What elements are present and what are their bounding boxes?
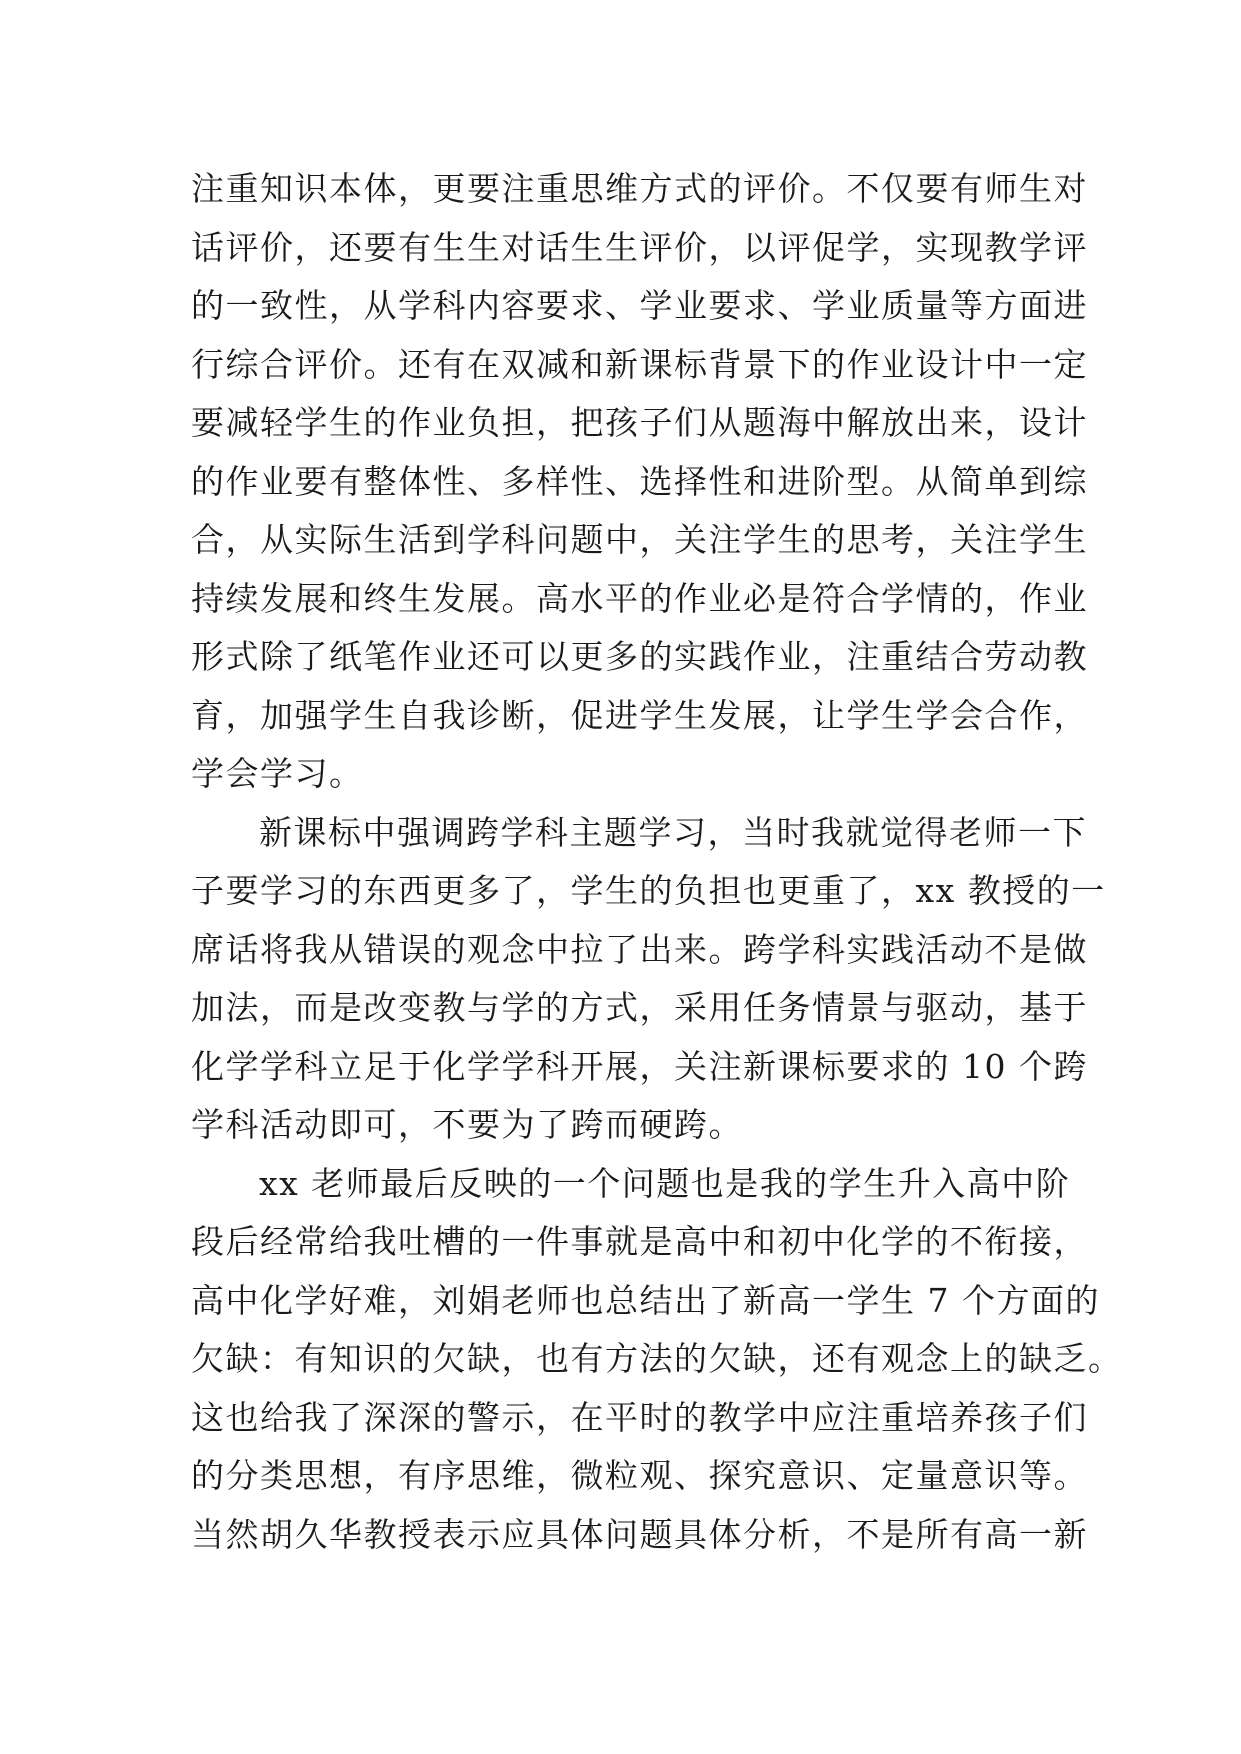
- text-line: 加法，而是改变教与学的方式，采用任务情景与驱动，基于: [191, 988, 1088, 1027]
- text-line: 话评价，还要有生生对话生生评价，以评促学，实现教学评: [191, 227, 1088, 267]
- text-line: 席话将我从错误的观念中拉了出来。跨学科实践活动不是做: [191, 929, 1088, 969]
- text-line: 段后经常给我吐槽的一件事就是高中和初中化学的不衔接，: [191, 1222, 1088, 1261]
- text-line: 化学学科立足于化学学科开展，关注新课标要求的 10 个跨: [191, 1046, 1088, 1086]
- text-line: 的一致性，从学科内容要求、学业要求、学业质量等方面进: [191, 286, 1088, 325]
- text-line: 合，从实际生活到学科问题中，关注学生的思考，关注学生: [191, 520, 1088, 559]
- text-line: 持续发展和终生发展。高水平的作业必是符合学情的，作业: [191, 578, 1088, 618]
- text-line: 学会学习。: [191, 754, 364, 793]
- text-line: 子要学习的东西更多了，学生的负担也更重了，xx 教授的一: [191, 871, 1106, 910]
- text-line: 行综合评价。还有在双减和新课标背景下的作业设计中一定: [191, 344, 1088, 384]
- paragraph-start-line: xx 老师最后反映的一个问题也是我的学生升入高中阶: [259, 1163, 1071, 1203]
- document-body: [191, 160, 1123, 1564]
- text-line: 的作业要有整体性、多样性、选择性和进阶型。从简单到综: [191, 461, 1088, 501]
- text-line: 高中化学好难，刘娟老师也总结出了新高一学生 7 个方面的: [191, 1280, 1100, 1320]
- text-line: 注重知识本体，更要注重思维方式的评价。不仅要有师生对: [191, 169, 1088, 208]
- text-line: 当然胡久华教授表示应具体问题具体分析，不是所有高一新: [191, 1514, 1088, 1554]
- text-line: 欠缺：有知识的欠缺，也有方法的欠缺，还有观念上的缺乏。: [191, 1339, 1123, 1378]
- text-line: 育，加强学生自我诊断，促进学生发展，让学生学会合作，: [191, 695, 1088, 735]
- text-line: 学科活动即可，不要为了跨而硬跨。: [191, 1105, 743, 1144]
- text-line: 要减轻学生的作业负担，把孩子们从题海中解放出来，设计: [191, 403, 1088, 442]
- paragraph-start-line: 新课标中强调跨学科主题学习，当时我就觉得老师一下: [259, 812, 1087, 852]
- text-line: 的分类思想，有序思维，微粒观、探究意识、定量意识等。: [191, 1456, 1088, 1495]
- text-line: 形式除了纸笔作业还可以更多的实践作业，注重结合劳动教: [191, 637, 1088, 676]
- text-line: 这也给我了深深的警示，在平时的教学中应注重培养孩子们: [191, 1397, 1088, 1437]
